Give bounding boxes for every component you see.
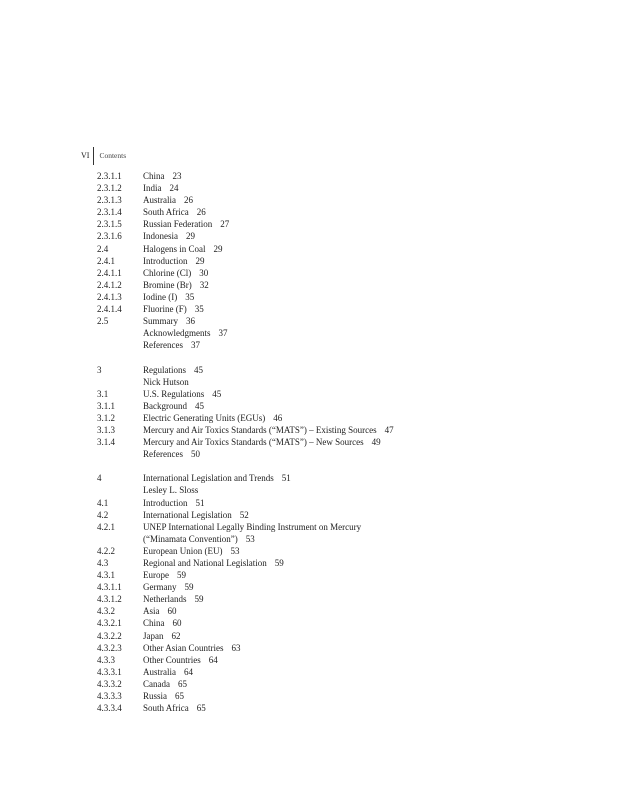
toc-entry-title	[143, 388, 537, 400]
toc-entry-page: 53	[245, 533, 255, 544]
toc-entry-title	[143, 364, 537, 376]
toc-entry-title-text: Iodine (I)	[143, 291, 178, 302]
toc-entry	[97, 690, 537, 702]
toc-entry-title-text: South Africa	[143, 703, 189, 714]
toc-entry-title	[143, 376, 537, 388]
toc-entry-page: 51	[281, 473, 291, 484]
toc-entry	[97, 702, 537, 714]
toc-entry-number	[97, 448, 143, 460]
toc-entry-number: 4.3.1	[97, 570, 115, 581]
toc-entry	[97, 630, 537, 642]
toc-entry-title-text: Germany	[143, 582, 177, 593]
toc-entry-title-text: Australia	[143, 195, 176, 206]
toc-entry-title	[143, 617, 537, 629]
toc-entry-title	[143, 448, 537, 460]
toc-entry	[97, 642, 537, 654]
toc-entry-page: 30	[199, 267, 209, 278]
toc-entry	[97, 497, 537, 509]
toc-entry-number: 4.2	[97, 509, 109, 520]
toc-entry	[97, 230, 537, 242]
toc-entry	[97, 315, 537, 327]
toc-entry-page: 53	[230, 545, 240, 556]
toc-entry-number: 2.4.1	[97, 255, 115, 266]
toc-entry	[97, 243, 537, 255]
toc-entry-title-text: Asia	[143, 606, 160, 617]
toc-entry-title	[143, 557, 537, 569]
toc-entry-number: 4.3.3	[97, 654, 115, 665]
toc-entry-title-text: Nick Hutson	[143, 376, 189, 387]
toc-entry-title	[143, 690, 537, 702]
toc-entry-number: 3.1.3	[97, 424, 115, 435]
toc-entry-title-text: Australia	[143, 666, 176, 677]
toc-entry-title-text: Canada	[143, 678, 170, 689]
toc-entry-title-text: Fluorine (F)	[143, 304, 187, 315]
toc-entry	[97, 218, 537, 230]
toc-spacer	[97, 460, 537, 472]
toc-entry-title	[143, 315, 537, 327]
toc-entry	[97, 654, 537, 666]
toc-entry-number: 2.4.1.2	[97, 279, 122, 290]
toc-entry-title-text: Halogens in Coal	[143, 243, 206, 254]
toc-entry-number: 4.3.2.2	[97, 630, 122, 641]
toc-entry	[97, 484, 537, 496]
toc-entry-title	[143, 303, 537, 315]
toc-entry-page: 59	[184, 582, 194, 593]
toc-entry-number: 4.2.1	[97, 521, 115, 532]
toc-entry-title	[143, 630, 537, 642]
toc-entry-page: 29	[195, 255, 205, 266]
toc-entry-title	[143, 678, 537, 690]
toc-entry-page: 37	[218, 328, 228, 339]
toc-entry-number	[97, 484, 143, 496]
toc-entry-number: 2.3.1.5	[97, 219, 122, 230]
toc-entry-title-text: Background	[143, 400, 187, 411]
toc-entry-number: 3	[97, 364, 102, 375]
toc-entry-page: 37	[190, 340, 200, 351]
table-of-contents	[97, 170, 537, 714]
toc-entry	[97, 666, 537, 678]
toc-entry-number: 2.4.1.4	[97, 304, 122, 315]
running-title: Contents	[99, 151, 127, 160]
toc-entry	[97, 327, 537, 339]
toc-entry-title	[143, 243, 537, 255]
toc-entry-title	[143, 702, 537, 714]
toc-entry-title-text: International Legislation and Trends	[143, 473, 274, 484]
toc-entry	[97, 472, 537, 484]
toc-entry	[97, 194, 537, 206]
toc-entry-number: 4.3.2.3	[97, 642, 122, 653]
toc-entry-page: 36	[186, 316, 195, 327]
toc-entry-page: 23	[172, 171, 182, 181]
toc-entry-title	[143, 206, 537, 218]
toc-entry-title-text: China	[143, 171, 165, 181]
toc-entry	[97, 424, 537, 436]
toc-entry-number: 3.1	[97, 388, 109, 399]
toc-entry-title	[143, 230, 537, 242]
toc-entry	[97, 605, 537, 617]
toc-entry	[97, 533, 537, 545]
toc-entry-title	[143, 436, 537, 448]
toc-entry-page: 29	[186, 231, 195, 242]
toc-entry-page: 64	[184, 666, 193, 677]
toc-entry-title-text: Regulations	[143, 364, 186, 375]
toc-entry-title-text: UNEP International Legally Binding Instrument on Mercury	[143, 521, 362, 532]
toc-entry-page: 65	[175, 691, 185, 702]
toc-entry-page: 59	[177, 570, 186, 581]
toc-entry-number: 4.2.2	[97, 545, 115, 556]
toc-entry-title-text: Summary	[143, 316, 178, 327]
toc-entry-number	[97, 533, 143, 545]
toc-entry-number: 3.1.4	[97, 437, 115, 448]
toc-entry	[97, 291, 537, 303]
toc-entry-number: 3.1.1	[97, 400, 115, 411]
page-number: VI	[81, 151, 90, 160]
toc-entry-page: 65	[178, 678, 187, 689]
toc-entry	[97, 376, 537, 388]
toc-entry-number: 4.1	[97, 497, 109, 508]
toc-entry-title	[143, 593, 537, 605]
toc-entry-title-text: U.S. Regulations	[143, 388, 205, 399]
toc-entry-title	[143, 509, 537, 521]
toc-entry-title-text: Bromine (Br)	[143, 279, 192, 290]
toc-entry	[97, 448, 537, 460]
toc-entry-title-text: Introduction	[143, 255, 188, 266]
toc-entry	[97, 412, 537, 424]
toc-entry-number: 2.3.1.2	[97, 183, 122, 194]
toc-entry	[97, 521, 537, 533]
toc-entry-title-text: Introduction	[143, 497, 188, 508]
toc-entry-title-text: Other Countries	[143, 654, 201, 665]
toc-entry	[97, 617, 537, 629]
toc-entry-title	[143, 412, 537, 424]
toc-entry	[97, 569, 537, 581]
toc-entry	[97, 509, 537, 521]
toc-entry-number: 2.3.1.4	[97, 207, 122, 218]
toc-entry-number	[97, 339, 143, 351]
toc-entry-title	[143, 521, 537, 533]
toc-entry-title	[143, 279, 537, 291]
toc-entry-page: 52	[239, 509, 249, 520]
toc-entry-title-text: China	[143, 618, 165, 629]
toc-entry	[97, 557, 537, 569]
toc-entry	[97, 182, 537, 194]
toc-entry	[97, 581, 537, 593]
toc-entry-page: 51	[195, 497, 205, 508]
toc-entry-number: 4.3.1.1	[97, 582, 122, 593]
toc-entry-number: 2.4	[97, 243, 109, 254]
toc-entry-title	[143, 666, 537, 678]
toc-entry-number: 2.3.1.3	[97, 195, 122, 206]
toc-entry-title-text: South Africa	[143, 207, 189, 218]
toc-entry-page: 29	[213, 243, 223, 254]
toc-entry-number: 2.5	[97, 316, 109, 327]
toc-entry-title-text: Chlorine (Cl)	[143, 267, 192, 278]
toc-entry-page: 45	[194, 364, 203, 375]
toc-entry-number: 4.3.2	[97, 606, 115, 617]
toc-entry-page: 35	[185, 291, 195, 302]
toc-entry-title	[143, 291, 537, 303]
toc-entry-title-text: International Legislation	[143, 509, 232, 520]
toc-entry-page: 59	[194, 594, 204, 605]
toc-entry-title	[143, 255, 537, 267]
toc-entry-number: 2.4.1.3	[97, 291, 122, 302]
toc-entry	[97, 303, 537, 315]
toc-entry-page: 24	[169, 183, 179, 194]
toc-entry	[97, 388, 537, 400]
toc-entry-title	[143, 182, 537, 194]
toc-entry-title	[143, 424, 537, 436]
toc-entry-page: 46	[273, 412, 283, 423]
toc-entry	[97, 267, 537, 279]
toc-entry-title	[143, 267, 537, 279]
toc-entry-title	[143, 654, 537, 666]
toc-entry	[97, 279, 537, 291]
toc-entry-number: 4.3.1.2	[97, 594, 122, 605]
page-header	[81, 147, 126, 165]
toc-entry	[97, 545, 537, 557]
toc-entry-title-text: Russia	[143, 691, 168, 702]
toc-entry-number: 4	[97, 473, 102, 484]
toc-entry-title-text: Russian Federation	[143, 219, 213, 230]
toc-entry-page: 60	[167, 606, 177, 617]
toc-entry-title-text: References	[143, 449, 183, 460]
toc-entry-title	[143, 327, 537, 339]
toc-entry-title-text: Mercury and Air Toxics Standards (“MATS”) – New Sources	[143, 437, 364, 448]
toc-entry	[97, 170, 537, 182]
toc-entry-page: 49	[371, 437, 381, 448]
toc-entry-title-text: European Union (EU)	[143, 545, 223, 556]
toc-entry-title	[143, 472, 537, 484]
toc-entry-title	[143, 170, 537, 182]
toc-entry-title-text: Netherlands	[143, 594, 187, 605]
toc-entry	[97, 436, 537, 448]
toc-entry-title	[143, 533, 537, 545]
toc-entry-number: 4.3.3.4	[97, 703, 122, 714]
toc-entry-title-text: Electric Generating Units (EGUs)	[143, 412, 266, 423]
toc-entry-number: 4.3	[97, 558, 109, 568]
toc-entry	[97, 400, 537, 412]
toc-entry-title	[143, 400, 537, 412]
toc-entry-page: 50	[190, 449, 200, 460]
toc-entry	[97, 364, 537, 376]
toc-entry-number	[97, 327, 143, 339]
toc-entry-number: 3.1.2	[97, 412, 115, 423]
toc-entry-number	[97, 376, 143, 388]
toc-entry-title-text: Lesley L. Sloss	[143, 485, 199, 496]
toc-entry-page: 63	[231, 642, 241, 653]
toc-entry-page: 35	[194, 304, 204, 315]
toc-entry-number: 2.4.1.1	[97, 267, 122, 278]
toc-entry-page: 59	[274, 558, 284, 568]
toc-entry-title-text: References	[143, 340, 183, 351]
toc-entry-number: 4.3.3.1	[97, 666, 122, 677]
toc-entry	[97, 678, 537, 690]
toc-entry-title	[143, 642, 537, 654]
toc-entry-page: 62	[171, 630, 181, 641]
toc-entry-number: 2.3.1.6	[97, 231, 122, 242]
toc-entry-title-text: Indonesia	[143, 231, 178, 242]
toc-entry-page: 64	[208, 654, 218, 665]
toc-entry-title	[143, 497, 537, 509]
toc-entry-page: 26	[196, 207, 206, 218]
toc-entry-page: 26	[184, 195, 193, 206]
toc-entry-number: 4.3.2.1	[97, 618, 122, 629]
toc-entry-title-text: Acknowledgments	[143, 328, 211, 339]
toc-entry-title	[143, 484, 537, 496]
toc-entry	[97, 593, 537, 605]
toc-entry-title	[143, 545, 537, 557]
toc-entry-title	[143, 194, 537, 206]
toc-entry-page: 45	[212, 388, 222, 399]
toc-entry-title-text: Other Asian Countries	[143, 642, 224, 653]
toc-entry-page: 27	[220, 219, 230, 230]
toc-entry	[97, 255, 537, 267]
toc-entry-title-text: Japan	[143, 630, 164, 641]
toc-entry-title	[143, 581, 537, 593]
toc-entry-number: 2.3.1.1	[97, 171, 122, 181]
toc-entry-title-text: Europe	[143, 570, 169, 581]
toc-entry-title	[143, 569, 537, 581]
toc-entry-number: 4.3.3.2	[97, 678, 122, 689]
toc-entry	[97, 206, 537, 218]
toc-entry-page: 47	[384, 424, 394, 435]
toc-spacer	[97, 351, 537, 363]
toc-entry-title	[143, 339, 537, 351]
toc-entry-page: 65	[196, 703, 206, 714]
toc-entry	[97, 339, 537, 351]
toc-entry-page: 60	[172, 618, 182, 629]
toc-entry-title-text: India	[143, 183, 162, 194]
toc-entry-title	[143, 218, 537, 230]
toc-entry-title	[143, 605, 537, 617]
toc-entry-title-text: Mercury and Air Toxics Standards (“MATS”) – Existing Sources	[143, 424, 377, 435]
toc-entry-page: 32	[199, 279, 209, 290]
toc-entry-title-text: Regional and National Legislation	[143, 558, 267, 568]
toc-entry-number: 4.3.3.3	[97, 691, 122, 702]
toc-entry-page: 45	[195, 400, 204, 411]
toc-entry-title-text: (“Minamata Convention”)	[143, 533, 238, 544]
